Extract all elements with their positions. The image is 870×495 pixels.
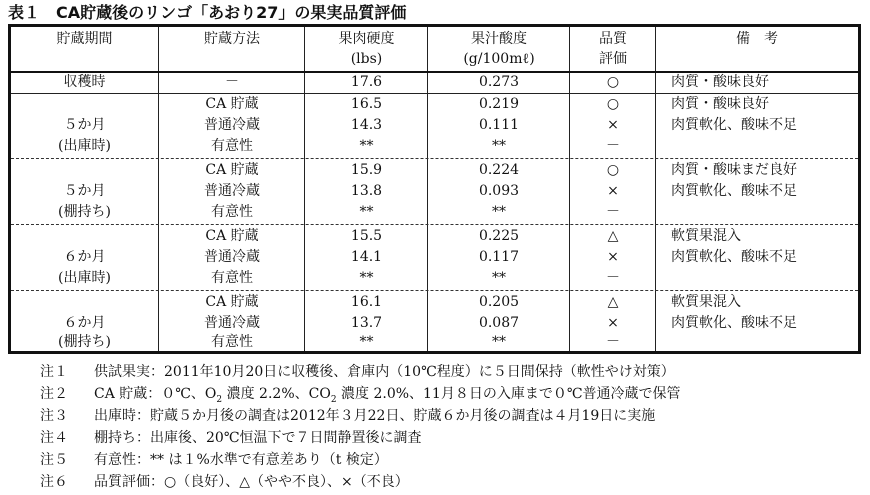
remark-cell (657, 136, 857, 157)
harvest-firmness: 17.6 (350, 74, 383, 90)
method-cell: 普通冷蔵 (204, 249, 260, 265)
firmness-cell: 16.1 (350, 294, 383, 310)
group-period-sub: (棚持ち) (58, 334, 111, 350)
header-method: 貯蔵方法 (204, 31, 260, 47)
group-divider (11, 158, 858, 159)
firmness-cell: ** (359, 204, 374, 220)
quality-cell: ○ (606, 96, 620, 112)
quality-cell: △ (607, 294, 619, 310)
quality-cell: ○ (606, 162, 620, 178)
header-quality-eval: 評価 (599, 51, 627, 67)
remark-cell: 肉質軟化、酸味不足 (671, 315, 797, 331)
method-cell: 有意性 (211, 270, 253, 286)
harvest-period: 収穫時 (63, 74, 106, 90)
column-divider (569, 27, 570, 351)
header-period: 貯蔵期間 (56, 31, 113, 47)
quality-cell: － (606, 204, 620, 220)
header-quality: 品質 (599, 31, 627, 47)
column-divider (427, 27, 428, 351)
note-subscript: 2 (330, 394, 337, 405)
note-label: 注２ (40, 386, 68, 402)
firmness-cell: 16.5 (350, 96, 383, 112)
remark-cell (657, 202, 857, 223)
firmness-cell: ** (359, 334, 374, 350)
quality-cell: － (606, 138, 620, 154)
note-label: 注４ (40, 430, 68, 446)
method-cell: CA 貯蔵 (205, 228, 259, 244)
remark-cell: 軟質果混入 (671, 228, 741, 244)
table-title: 表１ CA貯蔵後のリンゴ「あおり27」の果実品質評価 (8, 3, 407, 22)
method-cell: CA 貯蔵 (205, 162, 259, 178)
remark-cell: 肉質軟化、酸味不足 (671, 249, 797, 265)
harvest-quality: ○ (606, 74, 620, 90)
method-cell: 普通冷蔵 (204, 183, 260, 199)
acidity-cell: 0.225 (478, 228, 520, 244)
quality-cell: × (607, 183, 619, 199)
remark-cell: 軟質果混入 (671, 294, 741, 310)
method-cell: 有意性 (211, 204, 253, 220)
remark-cell: 肉質軟化、酸味不足 (671, 117, 797, 133)
group-period: ５か月 (63, 183, 106, 199)
note-2 (40, 384, 681, 405)
method-cell: 普通冷蔵 (204, 117, 260, 133)
quality-cell: △ (607, 228, 619, 244)
note-5 (40, 450, 388, 471)
group-divider (11, 290, 858, 291)
note-4 (40, 428, 421, 449)
note-subscript: 2 (216, 394, 223, 405)
acidity-cell: ** (492, 270, 506, 286)
note-text: 濃度 2.0%、11月８日の入庫まで０℃普通冷蔵で保管 (336, 386, 681, 402)
acidity-cell: ** (492, 138, 506, 154)
firmness-cell: 13.8 (350, 183, 383, 199)
note-label: 注５ (40, 452, 68, 468)
acidity-cell: 0.093 (478, 183, 520, 199)
header-firmness-unit: (lbs) (350, 51, 383, 67)
harvest-remark: 肉質・酸味良好 (671, 74, 769, 90)
note-3 (40, 406, 655, 427)
note-text: CA 貯蔵：０℃、O (94, 386, 217, 402)
group-period: ６か月 (63, 315, 106, 331)
remark-cell (657, 268, 857, 289)
header-firmness: 果肉硬度 (338, 31, 395, 47)
firmness-cell: ** (359, 270, 374, 286)
header-acidity: 果汁酸度 (471, 31, 527, 47)
harvest-acidity: 0.273 (478, 74, 520, 90)
note-text: 品質評価：○（良好）、△（やや不良）、×（不良） (94, 474, 409, 490)
method-cell: CA 貯蔵 (205, 294, 259, 310)
acidity-cell: 0.111 (478, 117, 520, 133)
note-label: 注６ (40, 474, 68, 490)
note-text: 濃度 2.2%、CO (222, 386, 331, 402)
group-period: ５か月 (63, 117, 106, 133)
note-text: 供試果実：2011年10月20日に収穫後、倉庫内（10℃程度）に５日間保持（軟性やけ対策） (94, 364, 675, 380)
acidity-cell: 0.087 (478, 315, 520, 331)
group-period: ６か月 (63, 249, 106, 265)
note-6 (40, 472, 409, 493)
quality-cell: × (607, 249, 619, 265)
quality-cell: × (607, 315, 619, 331)
note-text: 有意性：** は１%水準で有意差あり（t 検定） (94, 452, 388, 468)
acidity-cell: 0.117 (478, 249, 520, 265)
quality-cell: － (606, 334, 620, 350)
column-divider (655, 27, 656, 351)
group-period-sub: (出庫時) (58, 270, 111, 286)
acidity-cell: 0.205 (478, 294, 520, 310)
quality-table (8, 24, 861, 354)
acidity-cell: ** (492, 334, 506, 350)
method-cell: 有意性 (211, 138, 253, 154)
firmness-cell: 14.3 (350, 117, 383, 133)
column-divider (158, 27, 159, 351)
method-cell: 普通冷蔵 (204, 315, 260, 331)
header-remarks: 備 考 (736, 31, 778, 47)
method-cell: 有意性 (211, 334, 253, 350)
firmness-cell: 14.1 (350, 249, 383, 265)
firmness-cell: 15.5 (350, 228, 383, 244)
method-cell: CA 貯蔵 (205, 96, 259, 112)
quality-cell: － (606, 270, 620, 286)
note-label: 注１ (40, 364, 68, 380)
acidity-cell: ** (492, 204, 506, 220)
note-text: 出庫時：貯蔵５か月後の調査は2012年３月22日、貯蔵６か月後の調査は４月19日に実施 (94, 408, 656, 424)
group-period-sub: (出庫時) (58, 138, 111, 154)
note-1 (40, 362, 675, 383)
firmness-cell: 15.9 (350, 162, 383, 178)
remark-cell: 肉質・酸味良好 (671, 96, 769, 112)
firmness-cell: 13.7 (350, 315, 383, 331)
note-label: 注３ (40, 408, 68, 424)
remark-cell: 肉質・酸味まだ良好 (671, 162, 797, 178)
remark-cell: 肉質軟化、酸味不足 (671, 183, 797, 199)
group-period-sub: (棚持ち) (58, 204, 111, 220)
note-text: 棚持ち：出庫後、20℃恒温下で７日間静置後に調査 (94, 430, 422, 446)
firmness-cell: ** (359, 138, 374, 154)
quality-cell: × (607, 117, 619, 133)
group-divider (11, 224, 858, 225)
column-divider (304, 27, 305, 351)
remark-cell (657, 332, 857, 353)
harvest-method: － (225, 74, 239, 90)
acidity-cell: 0.219 (478, 96, 520, 112)
header-acidity-unit: (g/100mℓ) (463, 51, 535, 67)
acidity-cell: 0.224 (478, 162, 520, 178)
